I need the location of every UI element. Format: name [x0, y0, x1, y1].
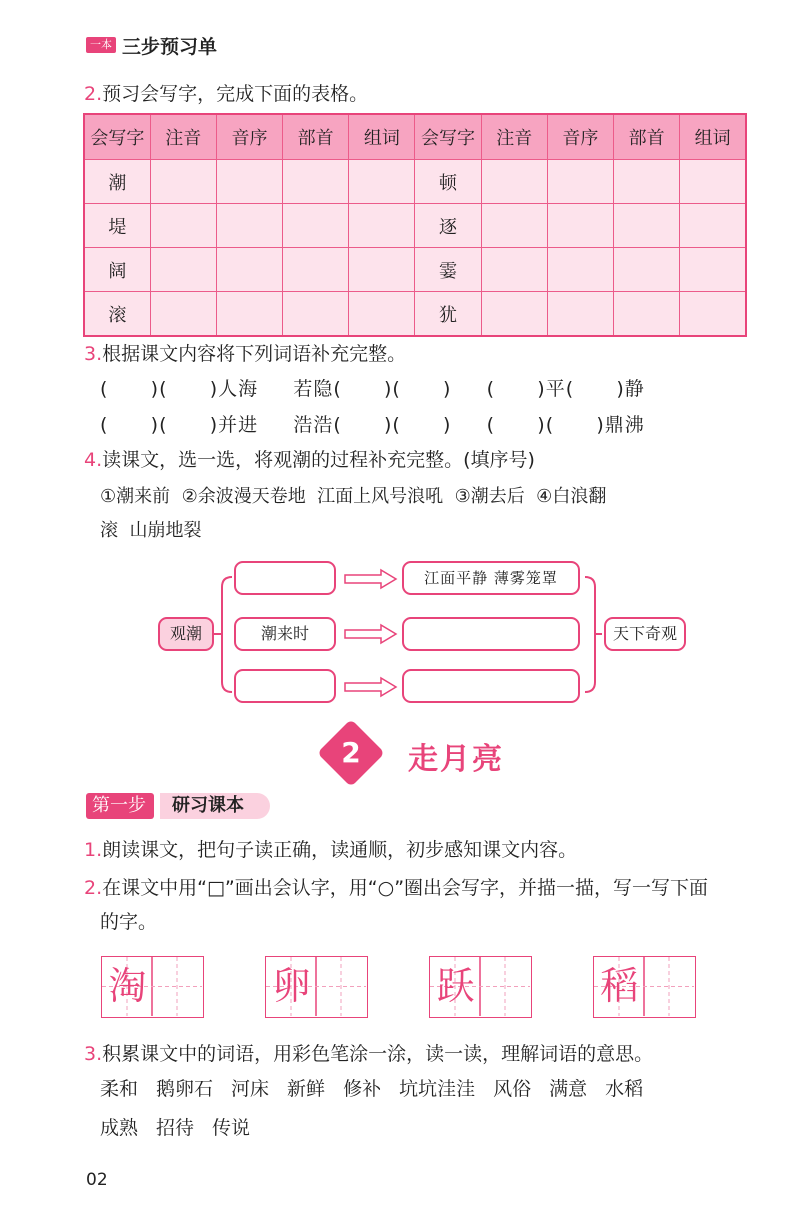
table-header: 会写字 [415, 114, 481, 160]
vocab-word[interactable]: 招待 [156, 1117, 195, 1139]
study-item-1 [84, 836, 577, 864]
study-item-2 [84, 874, 708, 902]
study-item-3 [84, 1040, 653, 1068]
arrow-icon [343, 623, 399, 645]
vocab-word[interactable]: 新鲜 [287, 1078, 326, 1100]
trace-char: 淘 [108, 964, 147, 1008]
question-text: 积累课文中的词语，用彩色笔涂一涂，读一读，理解词语的意思。 [102, 1043, 654, 1065]
table-header: 注音 [150, 114, 216, 160]
table-header: 音序 [547, 114, 613, 160]
table-cell-char: 逐 [415, 204, 481, 248]
vocab-word[interactable]: 传说 [212, 1117, 251, 1139]
end-label: 天下奇观 [612, 624, 677, 643]
writing-grid[interactable] [101, 956, 204, 1018]
stage-1-blank[interactable] [234, 561, 336, 595]
step-title: 研习课本 [160, 793, 270, 819]
table-cell-char: 堤 [84, 204, 150, 248]
arrow-icon [343, 676, 399, 698]
table-cell-char: 阔 [84, 248, 150, 292]
table-cell-char: 犹 [415, 292, 481, 337]
table-header: 组词 [349, 114, 415, 160]
question-text: 预习会写字，完成下面的表格。 [102, 83, 369, 105]
vocab-word[interactable]: 河床 [231, 1078, 270, 1100]
vocab-word[interactable]: 鹅卵石 [156, 1078, 214, 1100]
end-box [604, 617, 686, 651]
vocab-word[interactable]: 水稻 [605, 1078, 644, 1100]
result-2-blank[interactable] [402, 617, 580, 651]
arrow-icon [343, 568, 399, 590]
result-1-box [402, 561, 580, 595]
vocab-word[interactable]: 成熟 [100, 1117, 139, 1139]
vocab-line-1 [100, 1074, 661, 1104]
trace-char: 跃 [436, 964, 475, 1008]
options-line-2: 滚 山崩地裂 [100, 520, 202, 541]
question-text: 在课文中用“□”画出会认字，用“○”圈出会写字，并描一描，写一写下面 [102, 877, 709, 899]
stage-3-blank[interactable] [234, 669, 336, 703]
vocab-line-2 [100, 1113, 268, 1143]
result-3-blank[interactable] [402, 669, 580, 703]
fill-blank-line-2[interactable]: ( )( )并进 浩浩( )( ) ( )( )鼎沸 [100, 414, 645, 436]
stage-2-box [234, 617, 336, 651]
table-cell-char: 霎 [415, 248, 481, 292]
table-header: 音序 [216, 114, 282, 160]
diagram-root-label: 观潮 [169, 624, 202, 643]
trace-char: 稻 [600, 964, 639, 1008]
vocab-word[interactable]: 修补 [343, 1078, 382, 1100]
question-number: 2. [84, 877, 103, 899]
writing-grid[interactable] [593, 956, 696, 1018]
lesson-number: 2 [341, 736, 361, 769]
vocab-word[interactable]: 风俗 [493, 1078, 532, 1100]
table-cell-char: 滚 [84, 292, 150, 337]
table-cell-char: 潮 [84, 160, 150, 204]
writing-grid[interactable] [429, 956, 532, 1018]
diagram-root-box [158, 617, 214, 651]
stage-2-label: 潮来时 [260, 624, 309, 643]
study-item-2-cont: 的字。 [100, 911, 158, 933]
table-header: 会写字 [84, 114, 150, 160]
question-number: 3. [84, 1043, 103, 1065]
vocab-word[interactable]: 满意 [549, 1078, 588, 1100]
page-header-title: 三步预习单 [122, 36, 218, 58]
question-text: 读课文，选一选，将观潮的过程补充完整。(填序号) [102, 449, 535, 471]
lesson-title: 走月亮 [408, 742, 504, 777]
table-header: 部首 [283, 114, 349, 160]
question-number: 1. [84, 839, 103, 861]
table-cell-char: 顿 [415, 160, 481, 204]
page-number: 02 [86, 1170, 108, 1190]
trace-char: 卵 [272, 964, 311, 1008]
table-header: 注音 [481, 114, 547, 160]
question-text: 朗读课文，把句子读正确，读通顺，初步感知课文内容。 [102, 839, 578, 861]
step-badge: 第一步 [86, 793, 154, 819]
question-number: 4. [84, 449, 103, 471]
table-header: 组词 [680, 114, 746, 160]
fill-blank-line-1[interactable]: ( )( )人海 若隐( )( ) ( )平( )静 [100, 378, 645, 400]
question-number: 3. [84, 343, 103, 365]
brand-badge: 一本 [86, 37, 116, 53]
result-1-label: 江面平静 薄雾笼罩 [424, 569, 558, 587]
writing-grid[interactable] [265, 956, 368, 1018]
question-text: 根据课文内容将下列词语补充完整。 [102, 343, 407, 365]
table-header: 部首 [614, 114, 680, 160]
question-number: 2. [84, 83, 103, 105]
vocab-word[interactable]: 坑坑洼洼 [399, 1078, 476, 1100]
vocab-word[interactable]: 柔和 [100, 1078, 139, 1100]
options-line-1: ①潮来前 ②余波漫天卷地 江面上风号浪吼 ③潮去后 ④白浪翻 [100, 486, 607, 507]
